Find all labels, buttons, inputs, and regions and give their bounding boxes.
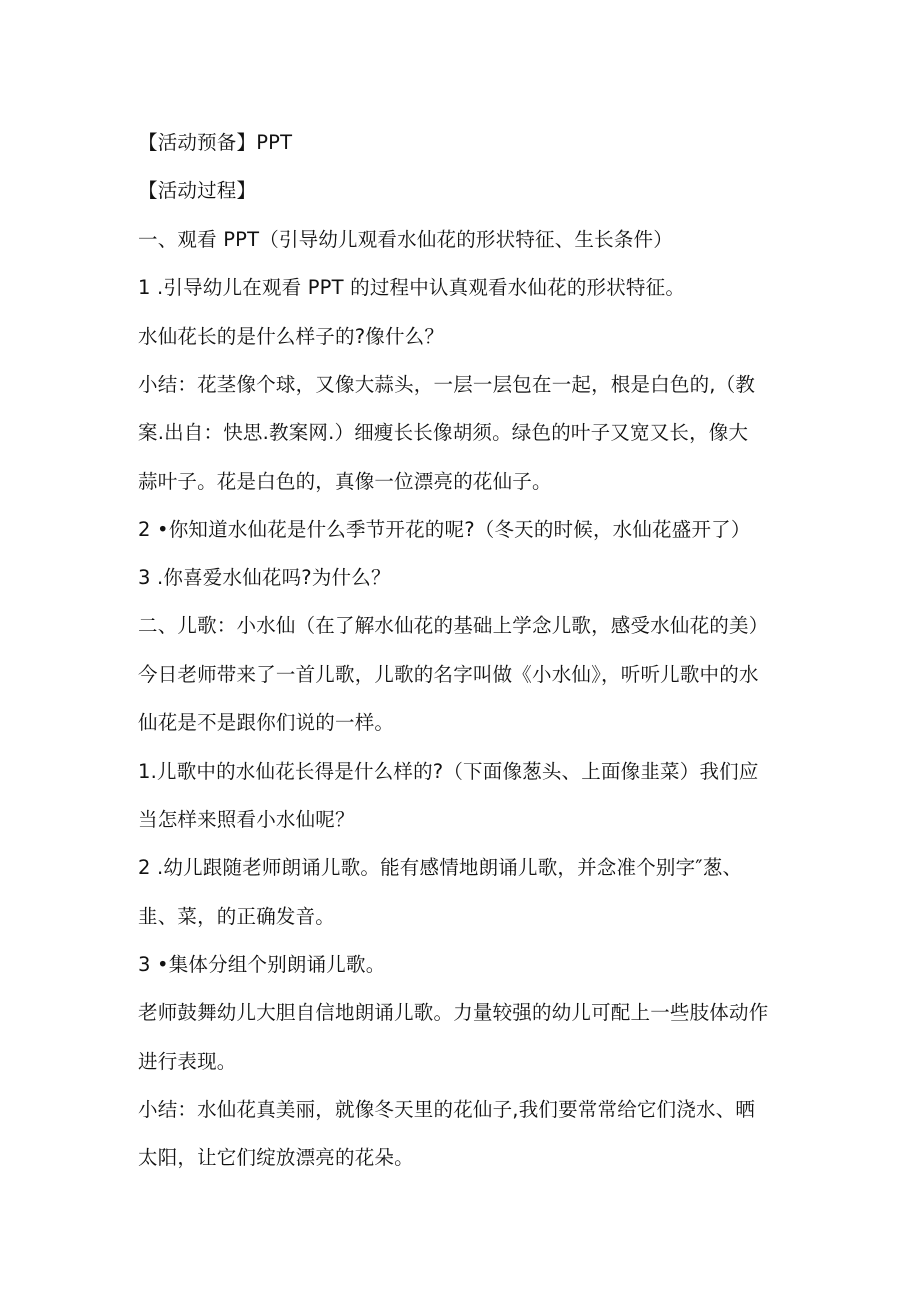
text-line-summary-2a: 小结：水仙花真美丽，就像冬天里的花仙子,我们要常常给它们浇水、晒 <box>138 1098 756 1121</box>
text-line-encourage-a: 老师鼓舞幼儿大胆自信地朗诵儿歌。力量较强的幼儿可配上一些肢体动作 <box>138 1001 769 1024</box>
text-line-summary-1a: 小结：花茎像个球，又像大蒜头，一层一层包在一起，根是白色的,（教 <box>138 373 756 396</box>
text-line-step-1: 1 .引导幼儿在观看 PPT 的过程中认真观看水仙花的形状特征。 <box>138 276 686 299</box>
text-line-rhyme-step-3: 3 •集体分组个别朗诵儿歌。 <box>138 953 386 976</box>
text-line-step-2: 2 •你知道水仙花是什么季节开花的呢?（冬天的时候，水仙花盛开了） <box>138 518 751 541</box>
text-line-rhyme-step-1b: 当怎样来照看小水仙呢？ <box>138 808 355 831</box>
text-line-rhyme-step-2b: 韭、菜，的正确发音。 <box>138 905 336 928</box>
text-line-intro-b: 仙花是不是跟你们说的一样。 <box>138 711 395 734</box>
text-line-summary-2b: 太阳，让它们绽放漂亮的花朵。 <box>138 1146 414 1169</box>
text-line-section-two: 二、儿歌：小水仙（在了解水仙花的基础上学念儿歌，感受水仙花的美） <box>138 614 769 637</box>
text-line-rhyme-step-1a: 1.儿歌中的水仙花长得是什么样的?（下面像葱头、上面像韭菜）我们应 <box>138 760 759 783</box>
text-line-summary-1b: 案.出自：快思.教案网.）细瘦长长像胡须。绿色的叶子又宽又长，像大 <box>138 421 749 444</box>
text-line-process-heading: 【活动过程】 <box>138 179 257 202</box>
text-line-encourage-b: 进行表现。 <box>138 1050 237 1073</box>
text-line-section-one: 一、观看 PPT（引导幼儿观看水仙花的形状特征、生长条件） <box>138 228 673 251</box>
text-line-rhyme-step-2a: 2 .幼儿跟随老师朗诵儿歌。能有感情地朗诵儿歌，并念准个别字″葱、 <box>138 856 743 879</box>
text-line-summary-1c: 蒜叶子。花是白色的，真像一位漂亮的花仙子。 <box>138 470 552 493</box>
text-line-intro-a: 今日老师带来了一首儿歌，儿歌的名字叫做《小水仙》，听听儿歌中的水 <box>138 663 759 686</box>
text-line-step-3: 3 .你喜爱水仙花吗?为什么？ <box>138 566 391 589</box>
text-line-question: 水仙花长的是什么样子的?像什么？ <box>138 325 445 348</box>
text-line-materials: 【活动预备】PPT <box>138 131 293 154</box>
